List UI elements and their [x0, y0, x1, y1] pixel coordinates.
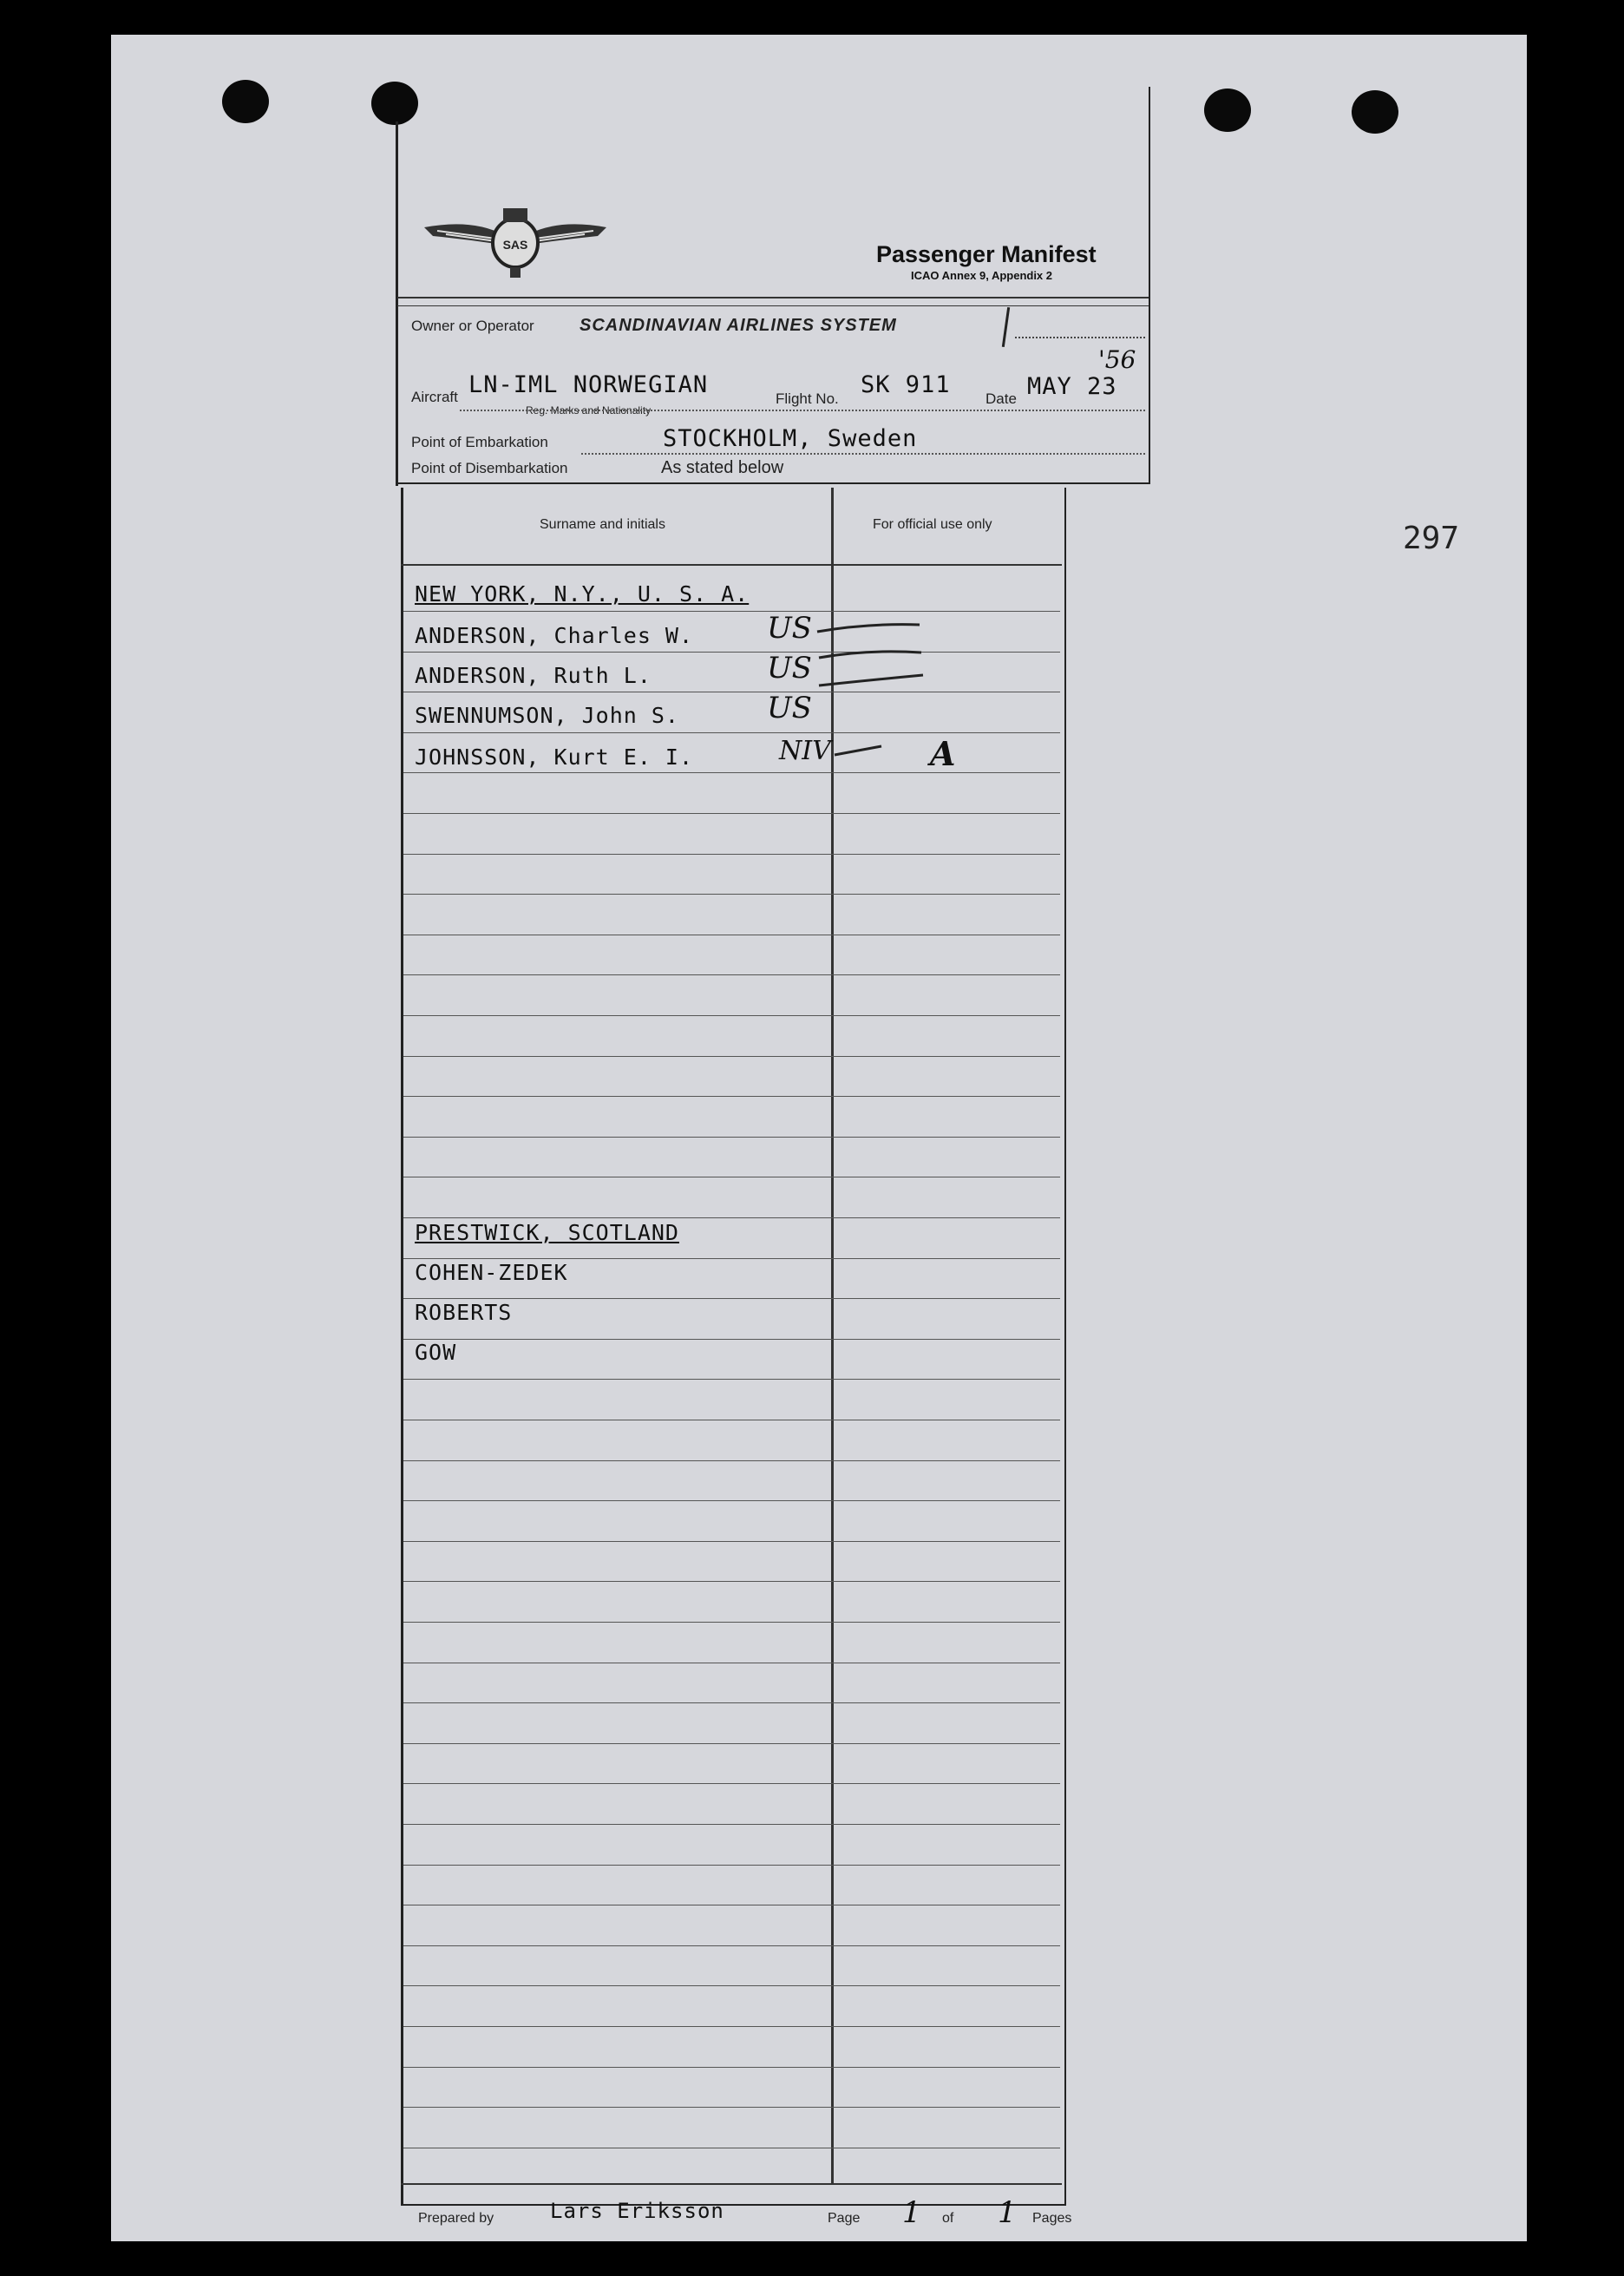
- page-label: Page: [828, 2211, 861, 2226]
- column-header-surname: Surname and initials: [540, 517, 665, 532]
- table-row: SWENNUMSON, John S.: [415, 703, 679, 728]
- of-value: 1: [998, 2195, 1017, 2230]
- table-rule-line: [403, 1541, 1060, 1542]
- check-mark-icon: [833, 743, 885, 760]
- table-row: ANDERSON, Charles W.: [415, 623, 694, 648]
- table-rule-line: [403, 1056, 1060, 1057]
- table-row: ANDERSON, Ruth L.: [415, 663, 652, 688]
- table-rule-line: [403, 1298, 1060, 1299]
- divider: [397, 297, 1149, 298]
- header-divider: [401, 564, 1062, 566]
- aircraft-label: Aircraft: [411, 389, 458, 405]
- table-row: GOW: [415, 1340, 457, 1365]
- of-label: of: [942, 2211, 954, 2226]
- nationality-mark: US: [767, 651, 812, 685]
- table-rule-line: [403, 1865, 1060, 1866]
- date-label: Date: [986, 390, 1017, 407]
- aircraft-value: LN-IML NORWEGIAN: [468, 371, 709, 398]
- table-row-destination: PRESTWICK, SCOTLAND: [415, 1220, 679, 1245]
- owner-label: Owner or Operator: [411, 318, 534, 334]
- page-subtitle: ICAO Annex 9, Appendix 2: [911, 269, 1053, 282]
- table-rule-line: [403, 2026, 1060, 2027]
- punch-hole: [1204, 89, 1251, 132]
- divider: [397, 305, 1149, 306]
- table-rule-line: [403, 1622, 1060, 1623]
- disembarkation-label: Point of Disembarkation: [411, 460, 568, 476]
- table-rule-line: [403, 2107, 1060, 2108]
- table-rule-line: [403, 732, 1060, 733]
- table-rule-line: [403, 1985, 1060, 1986]
- table-rule-line: [403, 1702, 1060, 1703]
- table-rule-line: [403, 1339, 1060, 1340]
- column-header-official: For official use only: [873, 517, 992, 532]
- table-rule-line: [403, 652, 1060, 653]
- embarkation-label: Point of Embarkation: [411, 434, 548, 450]
- nationality-mark: US: [767, 691, 812, 725]
- check-mark-icon: [815, 614, 928, 701]
- table-rule-line: [403, 1743, 1060, 1744]
- page-title: Passenger Manifest: [876, 241, 1097, 267]
- punch-hole: [222, 80, 269, 123]
- airline-wings-logo-icon: [420, 201, 611, 279]
- table-rule-line: [403, 1258, 1060, 1259]
- prepared-by-label: Prepared by: [418, 2211, 494, 2226]
- table-rule-line: [403, 813, 1060, 814]
- table-rule-line: [403, 1096, 1060, 1097]
- table-row: ROBERTS: [415, 1300, 513, 1325]
- flight-value: SK 911: [861, 371, 951, 398]
- table-rule-line: [403, 1824, 1060, 1825]
- table-rule-line: [403, 611, 1060, 612]
- date-value: MAY 23: [1027, 373, 1117, 400]
- embarkation-line: [581, 453, 1145, 455]
- table-row: COHEN-ZEDEK: [415, 1260, 568, 1285]
- punch-hole: [1352, 90, 1398, 134]
- table-rule-line: [403, 2067, 1060, 2068]
- table-rule-line: [403, 1015, 1060, 1016]
- table-rule-line: [403, 894, 1060, 895]
- table-rule-line: [403, 1137, 1060, 1138]
- nationality-mark: US: [767, 611, 812, 646]
- pages-label: Pages: [1032, 2211, 1072, 2226]
- page-number: 297: [1403, 521, 1460, 556]
- table-rule-line: [403, 1581, 1060, 1582]
- flight-label: Flight No.: [776, 390, 839, 407]
- table-rule-line: [403, 854, 1060, 855]
- table-row: JOHNSSON, Kurt E. I.: [415, 744, 694, 770]
- aircraft-note: Reg. Marks and Nationality: [526, 404, 652, 417]
- disembarkation-value: As stated below: [661, 458, 784, 477]
- table-rule-line: [403, 974, 1060, 975]
- date-handwritten: '56: [1098, 345, 1136, 374]
- table-rule-line: [403, 1460, 1060, 1461]
- table-rule-line: [403, 1945, 1060, 1946]
- table-rule-line: [403, 1217, 1060, 1218]
- owner-value: SCANDINAVIAN AIRLINES SYSTEM: [580, 316, 897, 335]
- aircraft-line: [460, 410, 1145, 411]
- owner-line: [1015, 337, 1145, 338]
- prepared-by-value: Lars Eriksson: [550, 2199, 724, 2223]
- table-row-destination: NEW YORK, N.Y., U. S. A.: [415, 581, 750, 607]
- table-rule-line: [403, 772, 1060, 773]
- svg-text:SAS: SAS: [502, 238, 528, 252]
- nationality-mark: NIV: [779, 736, 831, 766]
- table-rule-line: [403, 1379, 1060, 1380]
- table-rule-line: [403, 1500, 1060, 1501]
- embarkation-value: STOCKHOLM, Sweden: [663, 425, 918, 452]
- official-mark: A: [930, 734, 956, 773]
- footer-divider: [401, 2183, 1062, 2185]
- page-value: 1: [902, 2195, 921, 2230]
- table-rule-line: [403, 1783, 1060, 1784]
